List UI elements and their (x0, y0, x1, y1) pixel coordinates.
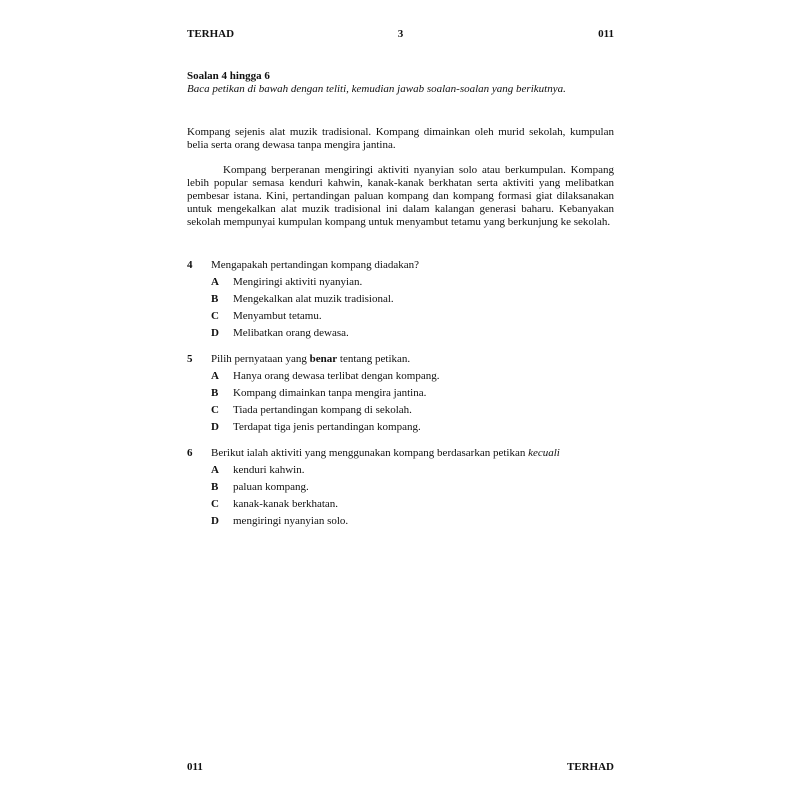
option-b (187, 481, 614, 494)
option-b (187, 293, 614, 306)
question-text (211, 353, 410, 366)
option-d (187, 327, 614, 340)
option-a (187, 276, 614, 289)
option-a (187, 370, 614, 383)
option-letter: D (211, 327, 219, 339)
question-number: 6 (187, 447, 193, 459)
page-content (187, 70, 614, 541)
reading-passage (187, 126, 614, 229)
option-text: paluan kompang. (233, 481, 309, 493)
question-number: 4 (187, 259, 193, 271)
question-4 (187, 259, 614, 340)
option-text: Menyambut tetamu. (233, 310, 322, 322)
option-text: Hanya orang dewasa terlibat dengan kompang. (233, 370, 440, 382)
section-title: Soalan 4 hingga 6 (187, 70, 270, 82)
option-letter: C (211, 310, 219, 322)
option-a (187, 464, 614, 477)
option-text: kanak-kanak berkhatan. (233, 498, 339, 510)
option-letter: B (211, 293, 219, 305)
option-letter: D (211, 421, 219, 433)
option-text: mengiringi nyanyian solo. (233, 515, 349, 527)
option-text: Terdapat tiga jenis pertandingan kompang. (233, 421, 421, 433)
option-letter: B (211, 481, 219, 493)
question-number: 5 (187, 353, 193, 365)
passage-paragraph-1: Kompang sejenis alat muzik tradisional. Kompang dimainkan oleh murid sekolah, kumpulan belia serta orang dewasa tanpa mengira jantina. (187, 126, 614, 151)
option-c (187, 404, 614, 417)
question-text (211, 447, 560, 460)
footer-paper-code: 011 (187, 761, 203, 773)
option-letter: A (211, 464, 219, 476)
option-letter: A (211, 276, 219, 288)
option-d (187, 515, 614, 528)
passage-paragraph-2: Kompang berperanan mengiringi aktiviti nyanyian solo atau berkumpulan. Kompang lebih popular semasa kenduri kahwin, kanak-kanak berkhatan serta aktiviti yang melibatkan pembesar istana. Kini, pertandingan paluan kompang dan kompang formasi giat dilaksanakan untuk mengekalkan alat muzik tradisional ini dalam kalangan generasi baharu. Kebanyakan sekolah mempunyai kumpulan kompang untuk menyambut tetamu yang berkunjung ke sekolah. (187, 164, 614, 228)
question-stem (187, 353, 614, 366)
option-text: kenduri kahwin. (233, 464, 305, 476)
question-emphasis: kecuali (528, 447, 560, 459)
option-b (187, 387, 614, 400)
question-text-after: tentang petikan. (337, 353, 411, 365)
option-text: Melibatkan orang dewasa. (233, 327, 349, 339)
option-c (187, 310, 614, 323)
question-text: Mengapakah pertandingan kompang diadakan? (211, 259, 420, 271)
option-letter: C (211, 498, 219, 510)
header-paper-code: 011 (598, 28, 614, 40)
question-text-before: Berikut ialah aktiviti yang menggunakan kompang berdasarkan petikan (211, 447, 529, 459)
question-emphasis: benar (309, 353, 338, 365)
option-text: Tiada pertandingan kompang di sekolah. (233, 404, 412, 416)
question-text-before: Pilih pernyataan yang (211, 353, 310, 365)
option-d (187, 421, 614, 434)
option-text: Kompang dimainkan tanpa mengira jantina. (233, 387, 427, 399)
option-letter: A (211, 370, 219, 382)
footer-classification: TERHAD (566, 761, 614, 773)
option-c (187, 498, 614, 511)
section-instruction: Baca petikan di bawah dengan teliti, kemudian jawab soalan-soalan yang berikutnya. (187, 83, 566, 95)
page-number: 3 (397, 28, 404, 40)
question-list (187, 259, 614, 528)
option-letter: B (211, 387, 219, 399)
option-letter: C (211, 404, 219, 416)
option-text: Mengekalkan alat muzik tradisional. (233, 293, 394, 305)
header-classification: TERHAD (187, 28, 235, 40)
question-5 (187, 353, 614, 434)
question-6 (187, 447, 614, 528)
option-text: Mengiringi aktiviti nyanyian. (233, 276, 363, 288)
question-stem (187, 447, 614, 460)
question-stem (187, 259, 614, 272)
option-letter: D (211, 515, 219, 527)
